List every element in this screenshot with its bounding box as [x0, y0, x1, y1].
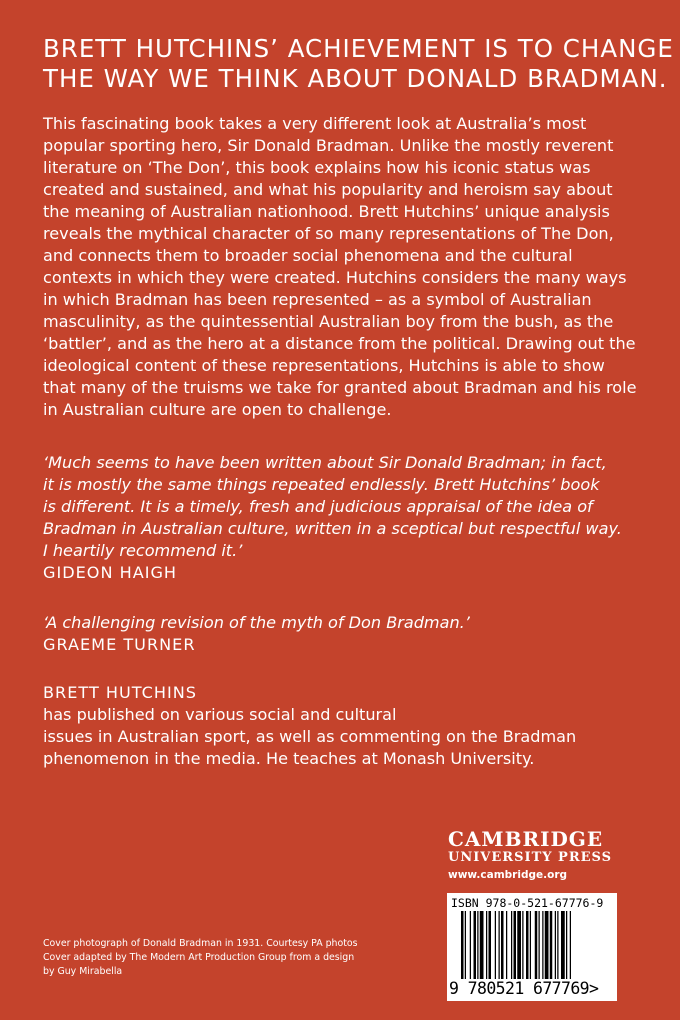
barcode-bar: [561, 911, 565, 979]
description-line: masculinity, as the quintessential Australian boy from the bush, as the: [43, 312, 614, 331]
credit-line: Cover photograph of Donald Bradman in 1931. Courtesy PA photos: [43, 938, 358, 949]
description-line: the meaning of Australian nationhood. Brett Hutchins’ unique analysis: [43, 202, 610, 221]
barcode-bar: [499, 911, 500, 979]
description-line: in Australian culture are open to challenge.: [43, 400, 392, 419]
quote-line: ‘Much seems to have been written about Sir Donald Bradman; in fact,: [43, 453, 607, 472]
barcode-bar: [470, 911, 471, 979]
barcode-bar: [566, 911, 567, 979]
quote-line: is different. It is a timely, fresh and judicious appraisal of the idea of: [43, 497, 593, 516]
cover-credits: [43, 937, 358, 979]
credit-line: by Guy Mirabella: [43, 966, 123, 977]
barcode-bar: [489, 911, 492, 979]
barcode-bar: [514, 911, 517, 979]
description-line: This fascinating book takes a very different look at Australia’s most: [43, 114, 587, 133]
publisher-name: CAMBRIDGE: [448, 827, 604, 851]
author-bio: [43, 682, 643, 770]
barcode-bar: [461, 911, 464, 979]
description-line: in which Bradman has been represented – as a symbol of Australian: [43, 290, 592, 309]
credit-line: Cover adapted by The Modern Art Production Group from a design: [43, 952, 355, 963]
barcode-bar: [555, 911, 556, 979]
description-line: that many of the truisms we take for granted about Bradman and his role: [43, 378, 637, 397]
barcode-bar: [495, 911, 496, 979]
barcode-bar: [506, 911, 507, 979]
barcode-bar: [517, 911, 521, 979]
isbn-barcode: [447, 893, 617, 1001]
description-line: literature on ‘The Don’, this book explains how his iconic status was: [43, 158, 591, 177]
description-line: created and sustained, and what his popularity and heroism say about: [43, 180, 613, 199]
headline-line: BRETT HUTCHINS’ ACHIEVEMENT IS TO CHANGE: [43, 34, 674, 63]
barcode-bar: [557, 911, 558, 979]
barcode-bar: [550, 911, 553, 979]
publisher-url: www.cambridge.org: [448, 869, 568, 881]
barcode-bar: [539, 911, 540, 979]
barcode-bar: [465, 911, 466, 979]
headline-line: THE WAY WE THINK ABOUT DONALD BRADMAN.: [43, 64, 668, 93]
quote-line: Bradman in Australian culture, written in a sceptical but respectful way.: [43, 519, 622, 538]
description-line: and connects them to broader social phenomena and the cultural: [43, 246, 573, 265]
barcode-bar: [511, 911, 512, 979]
quote-attribution: GRAEME TURNER: [43, 635, 196, 654]
quote-line: ‘A challenging revision of the myth of Don Bradman.’: [43, 613, 470, 632]
description-line: popular sporting hero, Sir Donald Bradman. Unlike the mostly reverent: [43, 136, 614, 155]
barcode-bar: [474, 911, 477, 979]
quote-attribution: GIDEON HAIGH: [43, 563, 178, 582]
review-quote-turner: [43, 612, 643, 656]
barcode-bar: [526, 911, 529, 979]
publisher-logo: [448, 828, 628, 881]
barcode-bar: [486, 911, 487, 979]
barcode-bar: [570, 911, 571, 979]
bio-line: [43, 682, 643, 726]
quote-line: it is mostly the same things repeated endlessly. Brett Hutchins’ book: [43, 475, 600, 494]
description-line: contexts in which they were created. Hutchins considers the many ways: [43, 268, 627, 287]
barcode-bar: [477, 911, 478, 979]
bio-text: has published on various social and cultural: [43, 705, 397, 724]
publisher-subtitle: UNIVERSITY PRESS: [448, 850, 613, 865]
headline: [43, 34, 674, 94]
quote-line: I heartily recommend it.’: [43, 541, 243, 560]
barcode-bar: [535, 911, 538, 979]
description-line: ‘battler’, and as the hero at a distance from the political. Drawing out the: [43, 334, 636, 353]
barcode-bar: [522, 911, 523, 979]
book-description: [43, 113, 643, 421]
barcode-bar: [530, 911, 531, 979]
author-name: BRETT HUTCHINS: [43, 683, 197, 702]
barcode-bar: [545, 911, 549, 979]
barcode-icon: [461, 911, 611, 981]
barcode-bar: [501, 911, 504, 979]
barcode-bar: [480, 911, 484, 979]
review-quote-haigh: [43, 452, 643, 584]
isbn-label: ISBN 978-0-521-67776-9: [451, 896, 604, 910]
description-line: ideological content of these representations, Hutchins is able to show: [43, 356, 605, 375]
bio-line: issues in Australian sport, as well as commenting on the Bradman: [43, 727, 577, 746]
barcode-digits: 9 780521 677769>: [449, 979, 599, 998]
description-line: reveals the mythical character of so many representations of The Don,: [43, 224, 614, 243]
barcode-bar: [542, 911, 543, 979]
bio-line: phenomenon in the media. He teaches at Monash University.: [43, 749, 535, 768]
